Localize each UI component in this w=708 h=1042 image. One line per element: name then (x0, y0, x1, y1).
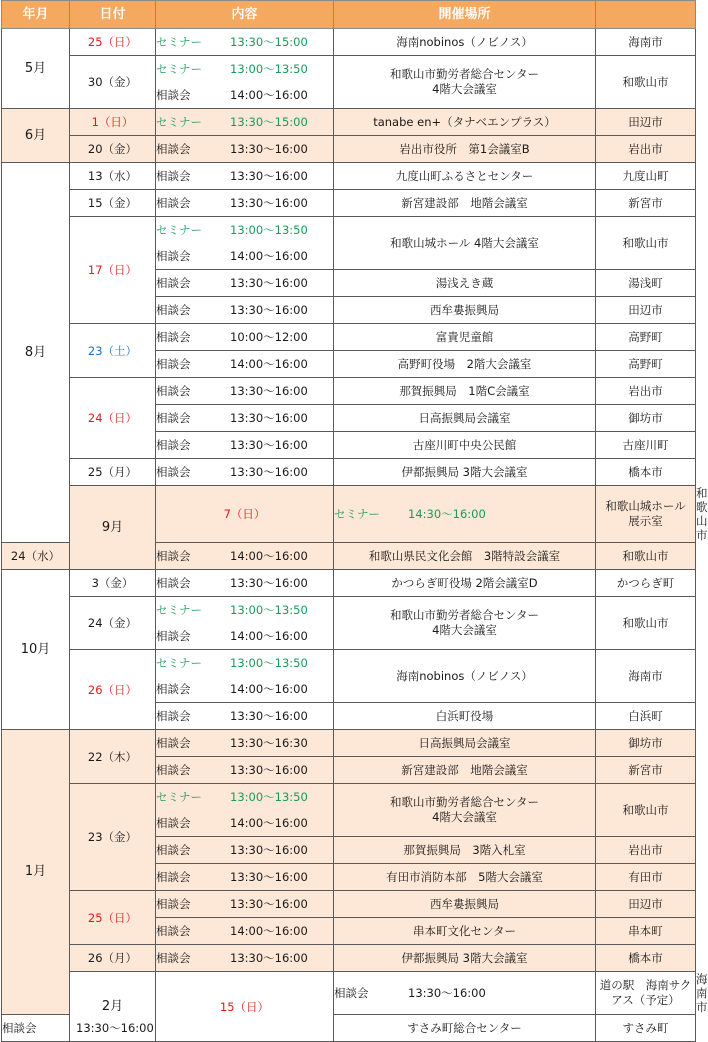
table-row (2, 730, 696, 757)
table-row (2, 217, 696, 270)
event-type: 相談会 (156, 576, 191, 590)
table-row (2, 324, 696, 351)
content-cell (156, 109, 334, 136)
date-cell: 15（金） (70, 190, 156, 217)
venue-name: 岩出市役所 第1会議室B (399, 141, 530, 156)
venue-cell (334, 56, 596, 109)
event-type: 相談会 (156, 196, 191, 210)
table-row (2, 109, 696, 136)
event-type: 相談会 (156, 629, 191, 643)
venue-name: 有田市消防本部 5階大会議室 (386, 869, 543, 884)
content-cell (156, 217, 334, 270)
header-date: 日付 (70, 1, 156, 29)
date-cell: 25（日） (70, 29, 156, 56)
content-cell (156, 270, 334, 297)
month-cell: 10月 (2, 570, 70, 730)
table-row (2, 891, 696, 918)
event-type: セミナー (334, 507, 380, 521)
venue-name: 日高振興局会議室 (418, 410, 511, 425)
content-cell (156, 459, 334, 486)
header-month: 年月 (2, 1, 70, 29)
venue-name: 伊都振興局 3階大会議室 (401, 464, 528, 479)
event-time: 13:30～16:00 (76, 1021, 154, 1035)
event-type: 相談会 (156, 951, 191, 965)
city-cell: 田辺市 (596, 109, 696, 136)
event-type: 相談会 (156, 870, 191, 884)
event-type: 相談会 (156, 897, 191, 911)
venue-room: 4階大会議室 (432, 82, 497, 96)
event-type: セミナー (156, 35, 202, 49)
city-cell: 新宮市 (596, 757, 696, 784)
content-cell (334, 972, 596, 1015)
date-cell: 3（金） (70, 570, 156, 597)
event-type: 相談会 (156, 384, 191, 398)
event-time: 13:30～16:00 (408, 986, 486, 1000)
venue-cell (334, 190, 596, 217)
venue-cell (334, 730, 596, 757)
city-cell: 和歌山市 (596, 784, 696, 837)
event-time: 14:00～16:00 (230, 682, 308, 696)
venue-name: 新宮建設部 地階会議室 (401, 762, 528, 777)
date-cell: 20（金） (70, 136, 156, 163)
content-cell (156, 784, 334, 837)
date-cell: 24（日） (70, 378, 156, 459)
content-cell (156, 297, 334, 324)
event-time: 14:30～16:00 (408, 507, 486, 521)
content-cell (156, 891, 334, 918)
city-cell: 田辺市 (596, 297, 696, 324)
event-type: セミナー (156, 223, 202, 237)
venue-name: 那賀振興局 1階C会議室 (399, 383, 530, 398)
table-row: 2月 15（日） 相談会 13:30～16:00 道の駅 海南サクアス（予定） 海南市 (2, 972, 696, 1015)
venue-name: 富貴児童館 (435, 329, 494, 344)
event-time: 14:00～16:00 (230, 816, 308, 830)
city-cell: 白浜町 (596, 703, 696, 730)
event-time: 13:30～16:00 (230, 276, 308, 290)
venue-name: 海南nobinos（ノビノス） (396, 34, 533, 49)
venue-cell (334, 864, 596, 891)
content-cell (156, 543, 334, 570)
event-time: 14:00～16:00 (230, 249, 308, 263)
city-cell: 御坊市 (596, 730, 696, 757)
venue-name: 和歌山城ホール 4階大会議室 (390, 235, 539, 250)
content-cell (156, 757, 334, 784)
event-time: 14:00～16:00 (230, 88, 308, 102)
event-type: 相談会 (156, 682, 191, 696)
event-type: 相談会 (156, 843, 191, 857)
header-venue: 開催場所 (334, 1, 596, 29)
table-row (2, 163, 696, 190)
city-cell: 岩出市 (596, 378, 696, 405)
content-cell (156, 378, 334, 405)
city-cell: 和歌山市 (596, 543, 696, 570)
event-type: 相談会 (156, 763, 191, 777)
schedule-table (1, 0, 708, 1042)
event-time: 13:00～13:50 (230, 790, 308, 804)
table-row (2, 570, 696, 597)
event-type: 相談会 (156, 816, 191, 830)
content-cell (156, 650, 334, 703)
date-cell: 23（金） (70, 784, 156, 891)
event-type: 相談会 (156, 303, 191, 317)
content-cell (156, 864, 334, 891)
event-type: 相談会 (156, 276, 191, 290)
event-time: 13:30～16:00 (230, 411, 308, 425)
venue-cell (334, 136, 596, 163)
date-cell: 17（日） (70, 217, 156, 324)
content-cell (156, 945, 334, 972)
event-time: 13:30～16:00 (230, 763, 308, 777)
city-cell: 御坊市 (596, 405, 696, 432)
date-cell: 13（水） (70, 163, 156, 190)
venue-cell (334, 163, 596, 190)
table-row (2, 597, 696, 650)
event-time: 14:00～16:00 (230, 924, 308, 938)
content-cell (156, 730, 334, 757)
event-time: 13:30～16:00 (230, 438, 308, 452)
venue-cell (334, 757, 596, 784)
venue-cell (596, 972, 696, 1015)
event-type: 相談会 (156, 142, 191, 156)
event-type: 相談会 (334, 986, 369, 1000)
venue-name: 高野町役場 2階大会議室 (397, 356, 532, 371)
venue-cell (334, 459, 596, 486)
event-time: 13:00～13:50 (230, 62, 308, 76)
date-cell: 26（日） (70, 650, 156, 730)
venue-cell (334, 270, 596, 297)
event-time: 14:00～16:00 (230, 357, 308, 371)
city-cell: 和歌山市 (596, 56, 696, 109)
city-cell: 田辺市 (596, 891, 696, 918)
date-cell: 24（水） (2, 543, 70, 570)
date-cell: 22（木） (70, 730, 156, 784)
event-time: 13:30～16:00 (230, 303, 308, 317)
venue-cell (334, 432, 596, 459)
date-cell: 15（日） (156, 972, 334, 1042)
venue-name: 九度山町ふるさとセンター (395, 168, 534, 183)
date-cell: 24（金） (70, 597, 156, 650)
venue-name: 和歌山市勤労者総合センター (389, 608, 540, 622)
event-type: 相談会 (156, 709, 191, 723)
month-cell: 2月 (70, 972, 156, 1042)
venue-room: 4階大会議室 (432, 623, 497, 637)
content-cell (334, 486, 596, 543)
content-cell (156, 405, 334, 432)
event-type: 相談会 (156, 249, 191, 263)
venue-cell (334, 297, 596, 324)
event-time: 13:30～16:00 (230, 897, 308, 911)
venue-name: 西牟婁振興局 (430, 896, 499, 911)
content-cell (156, 597, 334, 650)
month-cell: 8月 (2, 163, 70, 543)
table-row (2, 784, 696, 837)
month-cell: 5月 (2, 29, 70, 109)
content-cell (156, 918, 334, 945)
event-time: 13:00～13:50 (230, 603, 308, 617)
venue-cell (334, 784, 596, 837)
venue-name: 西牟婁振興局 (430, 302, 499, 317)
city-cell: 海南市 (596, 29, 696, 56)
table-row: 9月 7（日） セミナー 14:30～16:00 和歌山城ホール 展示室 和歌山市 (2, 486, 696, 543)
venue-cell (334, 543, 596, 570)
venue-cell (596, 486, 696, 543)
event-time: 13:30～16:00 (230, 169, 308, 183)
event-time: 13:30～16:00 (230, 951, 308, 965)
event-time: 13:30～16:00 (230, 142, 308, 156)
event-time: 13:30～16:00 (230, 576, 308, 590)
date-cell: 30（金） (70, 56, 156, 109)
venue-cell (334, 703, 596, 730)
venue-cell (334, 837, 596, 864)
venue-name: 新宮建設部 地階会議室 (401, 195, 528, 210)
header-row (2, 1, 696, 29)
content-cell (156, 351, 334, 378)
event-type: セミナー (156, 62, 202, 76)
city-cell: かつらぎ町 (596, 570, 696, 597)
event-type: 相談会 (156, 357, 191, 371)
venue-cell (334, 378, 596, 405)
date-cell: 1（日） (70, 109, 156, 136)
city-cell: 橋本市 (596, 945, 696, 972)
content-cell (156, 56, 334, 109)
city-cell: 九度山町 (596, 163, 696, 190)
venue-cell (334, 891, 596, 918)
month-cell: 6月 (2, 109, 70, 163)
city-cell: 和歌山市 (596, 597, 696, 650)
venue-cell (334, 217, 596, 270)
venue-name: 道の駅 海南サクアス（予定） (599, 978, 692, 1007)
date-cell: 25（日） (70, 891, 156, 945)
event-type: 相談会 (156, 924, 191, 938)
city-cell: 湯浅町 (596, 270, 696, 297)
venue-name: かつらぎ町役場 2階会議室D (391, 575, 538, 590)
event-type: 相談会 (156, 330, 191, 344)
venue-name: tanabe en+（タナベエンプラス） (373, 114, 556, 129)
city-cell: 岩出市 (596, 136, 696, 163)
content-cell (156, 190, 334, 217)
table-row (2, 136, 696, 163)
header-content: 内容 (156, 1, 334, 29)
venue-cell (334, 405, 596, 432)
event-type: 相談会 (156, 438, 191, 452)
event-type: 相談会 (156, 736, 191, 750)
city-cell: 高野町 (596, 351, 696, 378)
venue-name: 和歌山県民文化会館 3階特設会議室 (368, 548, 561, 563)
event-time: 14:00～16:00 (230, 549, 308, 563)
venue-name: 日高振興局会議室 (418, 735, 511, 750)
event-time: 13:30～16:00 (230, 196, 308, 210)
date-cell: 25（月） (70, 459, 156, 486)
event-type: 相談会 (156, 169, 191, 183)
city-cell: 海南市 (596, 650, 696, 703)
event-type: 相談会 (156, 88, 191, 102)
table-row (2, 945, 696, 972)
event-time: 13:30～15:00 (230, 35, 308, 49)
venue-name: 和歌山城ホール 展示室 (605, 499, 698, 528)
venue-name: すさみ町総合センター (407, 1020, 522, 1035)
event-time: 13:00～13:50 (230, 223, 308, 237)
event-time: 10:00～12:00 (230, 330, 308, 344)
content-cell (156, 570, 334, 597)
content-cell (156, 837, 334, 864)
city-cell: 高野町 (596, 324, 696, 351)
city-cell: 和歌山市 (596, 217, 696, 270)
event-time: 13:30～16:00 (230, 465, 308, 479)
date-cell: 26（月） (70, 945, 156, 972)
event-type: セミナー (156, 790, 202, 804)
event-time: 13:30～15:00 (230, 115, 308, 129)
venue-name: 和歌山市勤労者総合センター (389, 795, 540, 809)
event-time: 13:30～16:00 (230, 384, 308, 398)
event-type: 相談会 (156, 411, 191, 425)
content-cell (2, 1015, 154, 1042)
venue-cell (334, 351, 596, 378)
date-cell: 23（土） (70, 324, 156, 378)
venue-cell (334, 1015, 596, 1042)
table-row (2, 459, 696, 486)
event-type: セミナー (156, 115, 202, 129)
event-type: セミナー (156, 603, 202, 617)
city-cell: 橋本市 (596, 459, 696, 486)
venue-cell (334, 945, 596, 972)
month-cell: 9月 (70, 486, 156, 570)
venue-name: 串本町文化センター (412, 923, 517, 938)
venue-name: 伊都振興局 3階大会議室 (401, 950, 528, 965)
venue-name: 和歌山市勤労者総合センター (389, 67, 540, 81)
month-cell: 1月 (2, 730, 70, 1015)
table-row (2, 378, 696, 405)
venue-cell (334, 570, 596, 597)
event-type: セミナー (156, 656, 202, 670)
city-cell: 古座川町 (596, 432, 696, 459)
event-time: 14:00～16:00 (230, 629, 308, 643)
event-time: 13:30～16:00 (230, 870, 308, 884)
venue-name: 海南nobinos（ノビノス） (396, 668, 533, 683)
venue-cell (334, 918, 596, 945)
table-row (2, 650, 696, 703)
content-cell (156, 163, 334, 190)
content-cell (156, 136, 334, 163)
city-cell: 新宮市 (596, 190, 696, 217)
city-cell: すさみ町 (596, 1015, 696, 1042)
event-type: 相談会 (156, 465, 191, 479)
venue-name: 古座川町中央公民館 (412, 437, 517, 452)
content-cell (156, 432, 334, 459)
venue-name: 那賀振興局 3階入札室 (403, 842, 526, 857)
event-time: 13:30～16:00 (230, 843, 308, 857)
table-row (2, 56, 696, 109)
content-cell (156, 29, 334, 56)
event-time: 13:30～16:00 (230, 709, 308, 723)
city-cell: 串本町 (596, 918, 696, 945)
content-cell (156, 324, 334, 351)
event-time: 13:00～13:50 (230, 656, 308, 670)
venue-cell (334, 324, 596, 351)
header-city (596, 1, 696, 29)
venue-cell (334, 29, 596, 56)
venue-cell (334, 597, 596, 650)
content-cell (156, 703, 334, 730)
venue-room: 4階大会議室 (432, 810, 497, 824)
table-row (2, 190, 696, 217)
venue-cell (334, 650, 596, 703)
venue-cell (334, 109, 596, 136)
venue-name: 湯浅えき蔵 (435, 275, 494, 290)
event-type: 相談会 (156, 549, 191, 563)
city-cell: 有田市 (596, 864, 696, 891)
event-time: 13:30～16:30 (230, 736, 308, 750)
event-type: 相談会 (2, 1021, 37, 1035)
table-row (2, 29, 696, 56)
venue-name: 白浜町役場 (435, 708, 494, 723)
city-cell: 岩出市 (596, 837, 696, 864)
date-cell: 7（日） (156, 486, 334, 543)
